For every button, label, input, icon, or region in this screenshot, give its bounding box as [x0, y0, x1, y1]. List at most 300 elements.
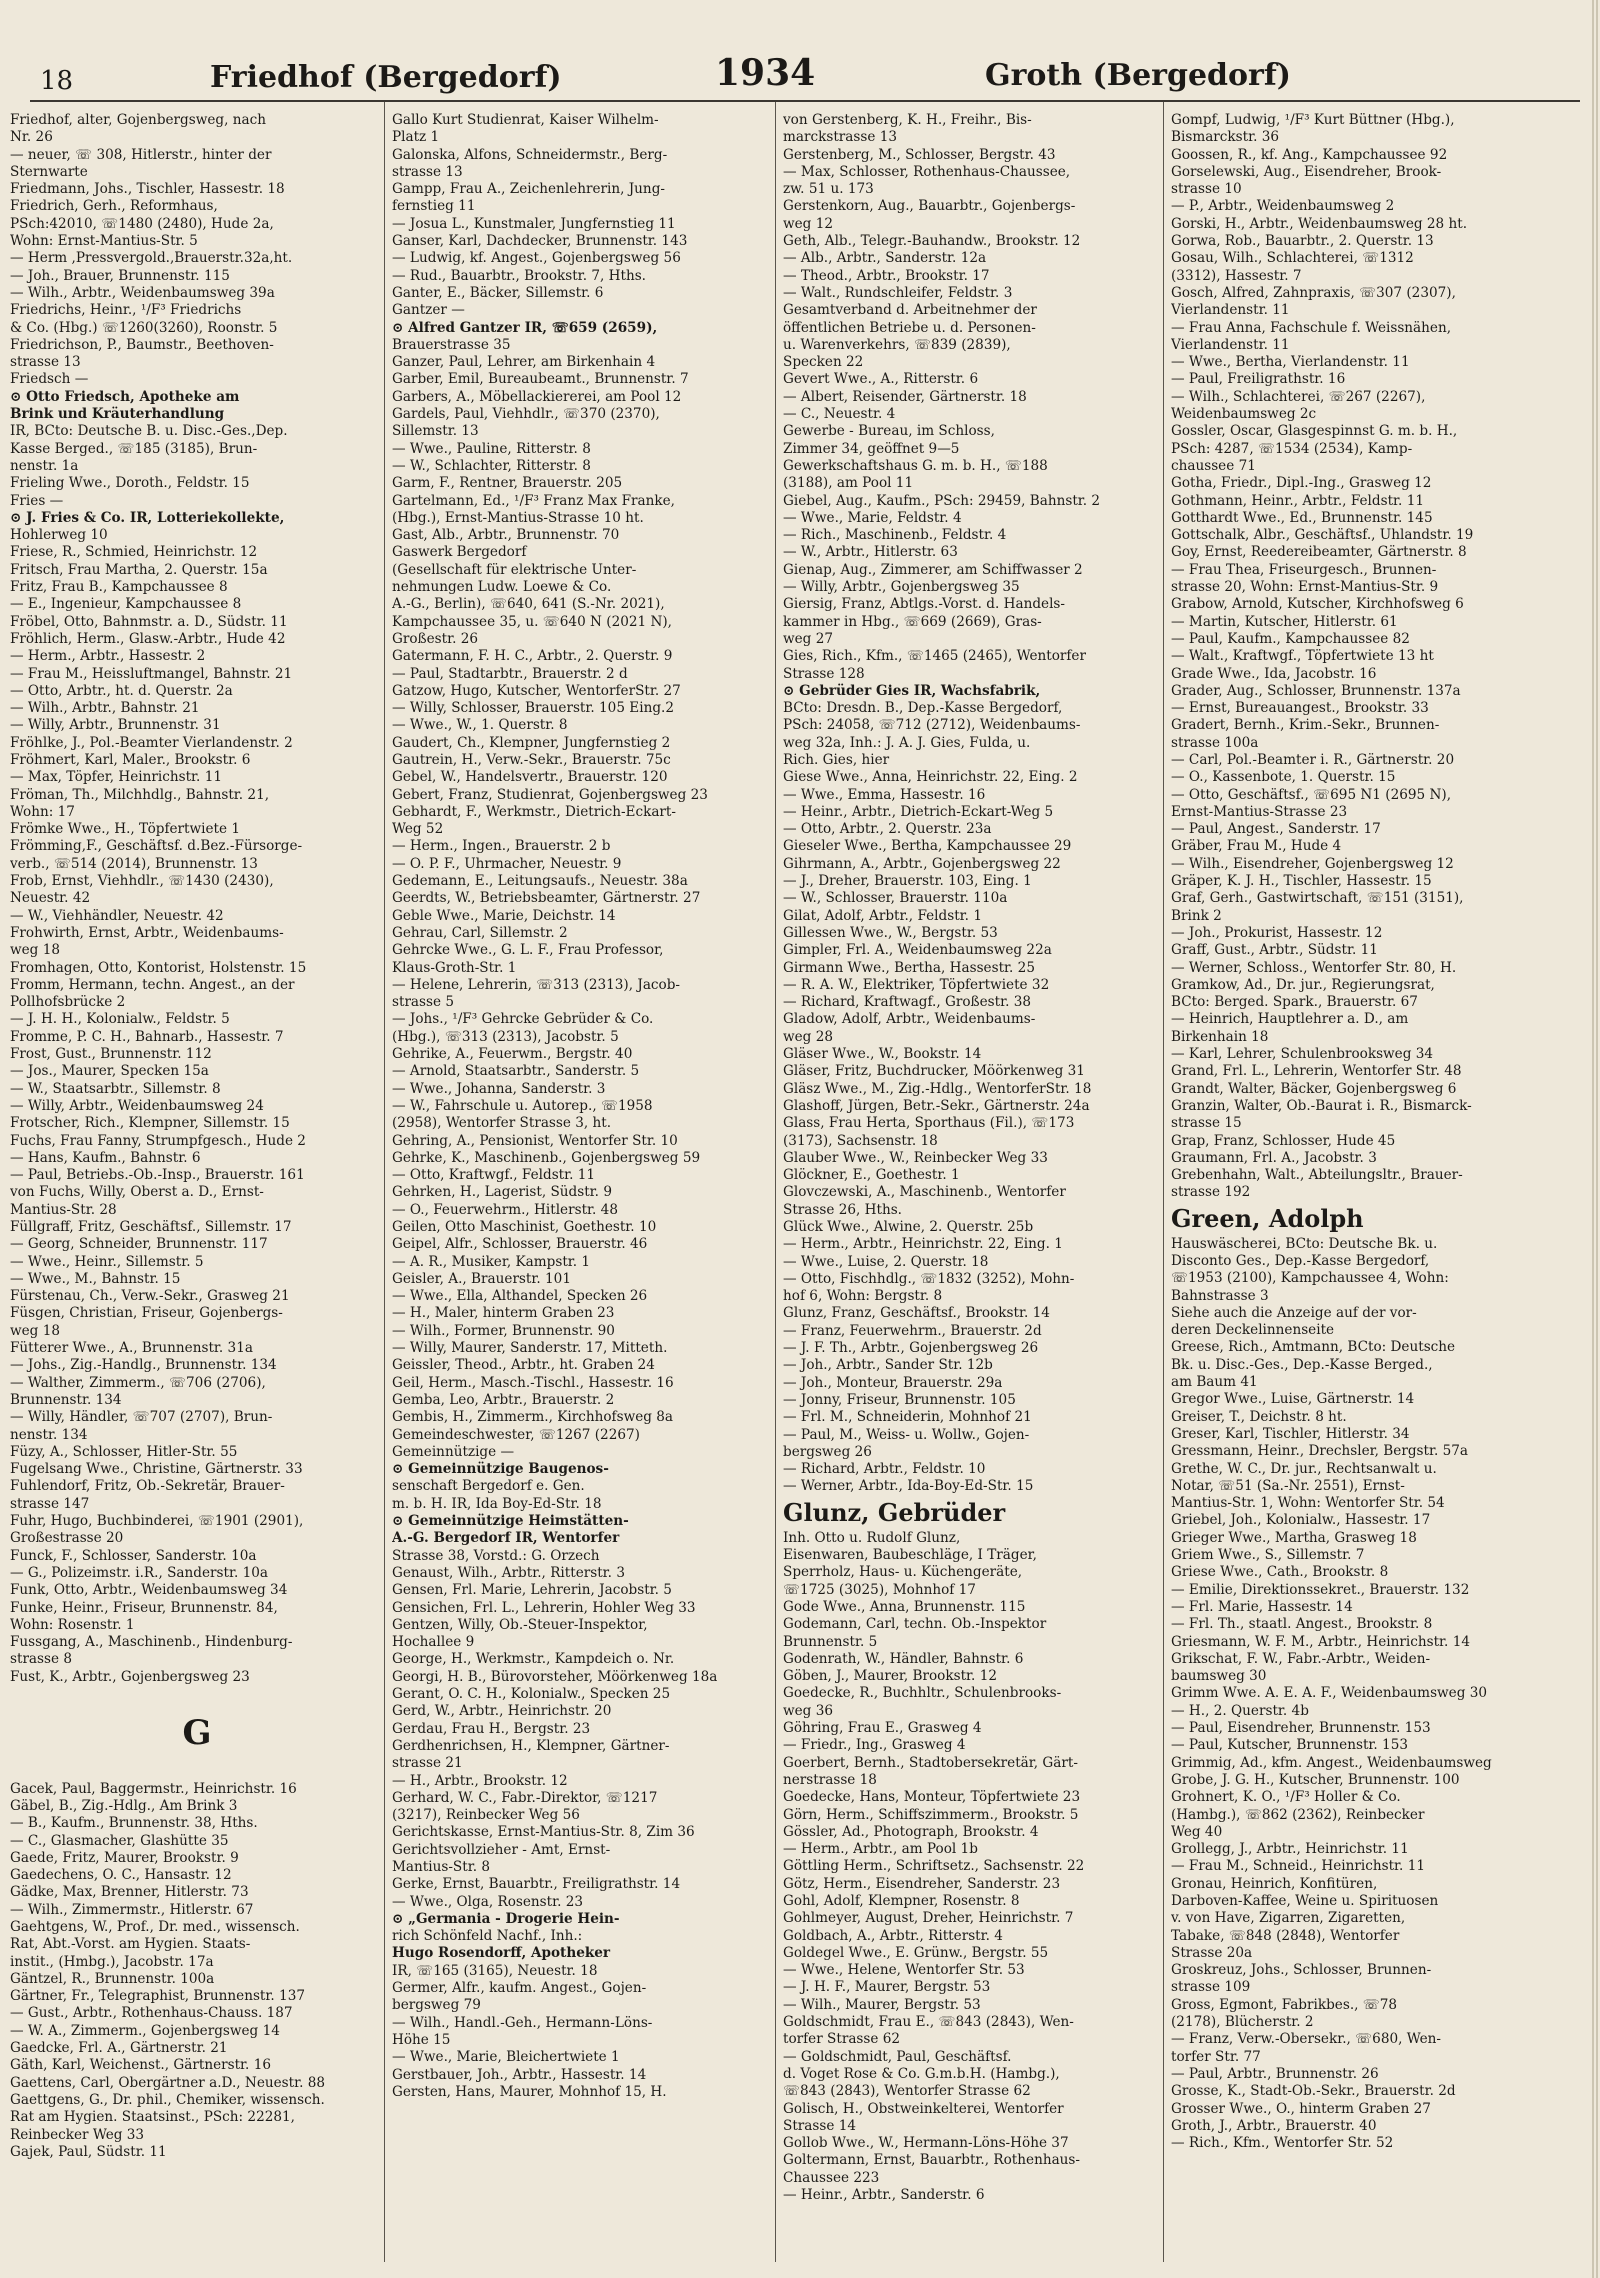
- directory-entry-line: Vierlandenstr. 11: [1171, 336, 1290, 353]
- directory-entry-line: — Rud., Bauarbtr., Brookstr. 7, Hths.: [392, 267, 646, 284]
- directory-entry-line: Gaedcke, Frl. A., Gärtnerstr. 21: [10, 2040, 228, 2057]
- directory-entry-line: — Jos., Maurer, Specken 15a: [10, 1063, 209, 1080]
- directory-entry-line: — Willy, Schlosser, Brauerstr. 105 Eing.2: [392, 700, 675, 717]
- directory-entry-line: (Hbg.), ☏313 (2313), Jacobstr. 5: [392, 1028, 619, 1045]
- directory-entry-line: — Heinr., Arbtr., Dietrich-Eckart-Weg 5: [783, 803, 1054, 820]
- directory-entry-line: — O., Feuerwehrm., Hitlerstr. 48: [392, 1201, 618, 1218]
- directory-entry-line: — Werner, Arbtr., Ida-Boy-Ed-Str. 15: [783, 1478, 1034, 1495]
- directory-entry-line: Greiser, T., Deichstr. 8 ht.: [1171, 1408, 1347, 1425]
- directory-entry-line: Fütterer Wwe., A., Brunnenstr. 31a: [10, 1340, 253, 1357]
- directory-entry-line: Grobe, J. G. H., Kutscher, Brunnenstr. 100: [1171, 1771, 1460, 1788]
- directory-entry-line: Gensichen, Frl. L., Lehrerin, Hohler Weg 33: [392, 1599, 696, 1616]
- directory-entry-line: Gradert, Bernh., Krim.-Sekr., Brunnen-: [1171, 717, 1440, 734]
- directory-entry-line: Grosser Wwe., O., hinterm Graben 27: [1171, 2100, 1431, 2117]
- directory-entry-line: Höhe 15: [392, 2031, 451, 2048]
- directory-entry-line: — Goldschmidt, Paul, Geschäftsf.: [783, 2048, 1012, 2065]
- directory-entry-line: Darboven-Kaffee, Weine u. Spirituosen: [1171, 1892, 1439, 1909]
- directory-entry-line: Glück Wwe., Alwine, 2. Querstr. 25b: [783, 1219, 1034, 1235]
- directory-entry-line: ⊙ „Germania - Drogerie Hein-: [392, 1910, 620, 1927]
- directory-entry-line: Geilen, Otto Maschinist, Goethestr. 10: [392, 1219, 657, 1235]
- directory-entry-line: Glunz, Franz, Geschäftsf., Brookstr. 14: [783, 1305, 1050, 1322]
- directory-entry-line: strasse 109: [1171, 1979, 1251, 1996]
- directory-entry-line: Gehring, A., Pensionist, Wentorfer Str. 10: [392, 1132, 678, 1149]
- directory-entry-line: Griese Wwe., Cath., Brookstr. 8: [1171, 1564, 1389, 1581]
- directory-entry-line: (3312), Hassestr. 7: [1171, 267, 1302, 284]
- directory-entry-line: — Franz, Verw.-Obersekr., ☏680, Wen-: [1171, 2031, 1442, 2048]
- directory-entry-line: & Co. (Hbg.) ☏1260(3260), Roonstr. 5: [10, 319, 278, 336]
- directory-entry-line: Friedrich, Gerh., Reformhaus,: [10, 198, 218, 215]
- directory-entry-line: Gautrein, H., Verw.-Sekr., Brauerstr. 75c: [392, 751, 671, 768]
- directory-entry-line: Gallo Kurt Studienrat, Kaiser Wilhelm-: [392, 112, 659, 128]
- directory-entry-line: Giersig, Franz, Abtlgs.-Vorst. d. Handels-: [783, 596, 1065, 613]
- directory-entry-line: Garm, F., Rentner, Brauerstr. 205: [392, 475, 623, 492]
- directory-entry-line: Geipel, Alfr., Schlosser, Brauerstr. 46: [392, 1236, 648, 1253]
- directory-entry-line: — Franz, Feuerwehrm., Brauerstr. 2d: [783, 1322, 1042, 1339]
- directory-entry-line: Gode Wwe., Anna, Brunnenstr. 115: [783, 1598, 1026, 1615]
- directory-entry-line: Grade Wwe., Ida, Jacobstr. 16: [1171, 665, 1377, 682]
- directory-entry-line: — Willy, Arbtr., Gojenbergsweg 35: [783, 579, 1020, 596]
- directory-entry-line: nerstrasse 18: [783, 1771, 877, 1788]
- directory-entry-line: [10, 1686, 384, 1703]
- directory-entry-line: Gaudert, Ch., Klempner, Jungfernstieg 2: [392, 734, 671, 751]
- directory-entry-line: Hohlerweg 10: [10, 527, 108, 544]
- directory-entry-line: Glass, Frau Herta, Sporthaus (Fil.), ☏173: [783, 1115, 1075, 1132]
- directory-entry-line: Göttling Herm., Schriftsetz., Sachsenstr. 22: [783, 1858, 1085, 1875]
- directory-entry-line: Gladow, Adolf, Arbtr., Weidenbaums-: [783, 1011, 1036, 1028]
- directory-entry-line: IR, ☏165 (3165), Neuestr. 18: [392, 1962, 598, 1979]
- directory-entry-line: strasse 10: [1171, 181, 1242, 198]
- directory-entry-line: — Wwe., M., Bahnstr. 15: [10, 1270, 181, 1287]
- directory-entry-line: — Willy, Maurer, Sanderstr. 17, Mitteth.: [392, 1340, 668, 1357]
- directory-entry-line: (3217), Reinbecker Weg 56: [392, 1807, 580, 1824]
- directory-entry-line: — neuer, ☏ 308, Hitlerstr., hinter der: [10, 146, 272, 163]
- directory-entry-line: — Martin, Kutscher, Hitlerstr. 61: [1171, 613, 1398, 630]
- directory-entry-line: Gerdau, Frau H., Bergstr. 23: [392, 1720, 591, 1737]
- directory-entry-line: Gaede, Fritz, Maurer, Brookstr. 9: [10, 1849, 239, 1866]
- year-heading: 1934: [715, 52, 816, 94]
- directory-entry-line: — Wwe., Luise, 2. Querstr. 18: [783, 1253, 989, 1270]
- directory-entry-line: Frob, Ernst, Viehhdlr., ☏1430 (2430),: [10, 873, 274, 890]
- directory-entry-line: Funck, F., Schlosser, Sanderstr. 10a: [10, 1547, 257, 1564]
- directory-entry-line: Bismarckstr. 36: [1171, 129, 1280, 146]
- directory-entry-line: Großestr. 26: [392, 630, 479, 647]
- directory-entry-line: Gemeindeschwester, ☏1267 (2267): [392, 1426, 640, 1443]
- directory-entry-line: baumsweg 30: [1171, 1668, 1267, 1685]
- directory-entry-line: (3188), am Pool 11: [783, 475, 914, 492]
- directory-entry-line: Geissler, Theod., Arbtr., ht. Graben 24: [392, 1357, 655, 1374]
- directory-entry-line: Gevert Wwe., A., Ritterstr. 6: [783, 371, 979, 388]
- directory-entry-line: — Willy, Arbtr., Weidenbaumsweg 24: [10, 1097, 264, 1114]
- directory-entry-line: — O. P. F., Uhrmacher, Neuestr. 9: [392, 855, 622, 872]
- directory-entry-line: — W., Schlachter, Ritterstr. 8: [392, 457, 591, 474]
- directory-entry-line: Gebert, Franz, Studienrat, Gojenbergsweg 23: [392, 786, 708, 803]
- directory-entry-line: — J. H. F., Maurer, Bergstr. 53: [783, 1979, 991, 1996]
- directory-entry-line: — Walt., Kraftwgf., Töpfertwiete 13 ht: [1171, 648, 1434, 665]
- directory-entry-line: (Hambg.), ☏862 (2362), Reinbecker: [1171, 1806, 1425, 1823]
- directory-entry-line: bergsweg 26: [783, 1443, 872, 1460]
- directory-entry-line: — Ernst, Bureauangest., Brookstr. 33: [1171, 700, 1429, 717]
- directory-entry-line: Gerstbauer, Joh., Arbtr., Hassestr. 14: [392, 2066, 647, 2083]
- directory-entry-line: nenstr. 1a: [10, 457, 79, 474]
- directory-entry-line: torfer Str. 77: [1171, 2048, 1261, 2065]
- directory-entry-line: ⊙ Gemeinnützige Baugenos-: [392, 1461, 609, 1478]
- directory-entry-line: Gembis, H., Zimmerm., Kirchhofsweg 8a: [392, 1409, 674, 1426]
- directory-entry-line: weg 36: [783, 1702, 834, 1719]
- directory-entry-line: — Wwe., Johanna, Sanderstr. 3: [392, 1080, 606, 1097]
- directory-entry-line: — P., Arbtr., Weidenbaumsweg 2: [1171, 198, 1395, 215]
- directory-entry-line: — Otto, Geschäftsf., ☏695 N1 (2695 N),: [1171, 786, 1452, 803]
- directory-entry-line: Fürstenau, Ch., Verw.-Sekr., Grasweg 21: [10, 1288, 290, 1305]
- directory-entry-line: Zimmer 34, geöffnet 9—5: [783, 440, 960, 457]
- directory-entry-line: Fröman, Th., Milchhdlg., Bahnstr. 21,: [10, 786, 270, 803]
- directory-entry-line: Gläser Wwe., W., Bookstr. 14: [783, 1046, 982, 1063]
- directory-entry-line: Chaussee 223: [783, 2169, 880, 2186]
- directory-entry-line: Gaehtgens, W., Prof., Dr. med., wissensch.: [10, 1918, 300, 1935]
- directory-entry-line: Grader, Aug., Schlosser, Brunnenstr. 137a: [1171, 682, 1461, 699]
- directory-entry-line: — Joh., Prokurist, Hassestr. 12: [1171, 924, 1383, 941]
- directory-entry-line: Griebel, Joh., Kolonialw., Hassestr. 17: [1171, 1512, 1431, 1529]
- directory-entry-line: Gienap, Aug., Zimmerer, am Schiffwasser 2: [783, 561, 1083, 578]
- directory-entry-line: Gosch, Alfred, Zahnpraxis, ☏307 (2307),: [1171, 284, 1456, 301]
- directory-entry-line: Godemann, Carl, techn. Ob.-Inspektor: [783, 1616, 1047, 1633]
- directory-entry-line: Gohl, Adolf, Klempner, Rosenstr. 8: [783, 1892, 1020, 1909]
- directory-entry-line: Glauber Wwe., W., Reinbecker Weg 33: [783, 1149, 1048, 1166]
- directory-entry-line: — Wwe., Ella, Althandel, Specken 26: [392, 1288, 648, 1305]
- directory-entry-line: — Albert, Reisender, Gärtnerstr. 18: [783, 388, 1027, 405]
- directory-entry-line: Gemeinnützige —: [392, 1443, 515, 1460]
- directory-entry-line: Nr. 26: [10, 129, 53, 146]
- directory-entry-line: Füsgen, Christian, Friseur, Gojenbergs-: [10, 1305, 283, 1322]
- directory-entry-line: — Wwe., Bertha, Vierlandenstr. 11: [1171, 354, 1410, 371]
- directory-entry-line: — Hans, Kaufm., Bahnstr. 6: [10, 1149, 201, 1166]
- directory-column-1: [10, 112, 384, 2161]
- directory-entry-line: — Heinr., Arbtr., Sanderstr. 6: [783, 2187, 985, 2204]
- directory-entry-line: — Wwe., Pauline, Ritterstr. 8: [392, 440, 591, 457]
- directory-entry-line: hof 6, Wohn: Bergstr. 8: [783, 1288, 943, 1305]
- directory-entry-line: Gerke, Ernst, Bauarbtr., Freiligrathstr. 14: [392, 1876, 681, 1893]
- directory-entry-line: — Wilh., Handl.-Geh., Hermann-Löns-: [392, 2014, 653, 2031]
- directory-entry-line: von Fuchs, Willy, Oberst a. D., Ernst-: [10, 1184, 264, 1201]
- directory-entry-line: PSch: 4287, ☏1534 (2534), Kamp-: [1171, 440, 1413, 457]
- directory-entry-line: — Heinrich, Hauptlehrer a. D., am: [1171, 1011, 1409, 1028]
- directory-entry-line: Gehrcke Wwe., G. L. F., Frau Professor,: [392, 942, 664, 959]
- directory-entry-line: IR, BCto: Deutsche B. u. Disc.-Ges.,Dep.: [10, 423, 288, 440]
- directory-entry-line: — Frau M., Schneid., Heinrichstr. 11: [1171, 1858, 1425, 1875]
- page-number: 18: [40, 66, 74, 96]
- directory-entry-line: — Richard, Arbtr., Feldstr. 10: [783, 1461, 986, 1478]
- directory-entry-line: Fuhr, Hugo, Buchbinderei, ☏1901 (2901),: [10, 1513, 304, 1530]
- directory-entry-line: Gosau, Wilh., Schlachterei, ☏1312: [1171, 250, 1414, 267]
- directory-entry-line: von Gerstenberg, K. H., Freihr., Bis-: [783, 112, 1032, 128]
- directory-entry-line: ⊙ Gebrüder Gies IR, Wachsfabrik,: [783, 682, 1041, 699]
- directory-entry-line: ⊙ Otto Friedsch, Apotheke am: [10, 388, 240, 405]
- directory-entry-line: Neuestr. 42: [10, 890, 91, 907]
- directory-entry-line: Greser, Karl, Tischler, Hitlerstr. 34: [1171, 1425, 1410, 1442]
- directory-column-4: [1171, 112, 1545, 2152]
- directory-entry-line: Gerstenberg, M., Schlosser, Bergstr. 43: [783, 146, 1056, 163]
- directory-entry-line: — Otto, Fischhdlg., ☏1832 (3252), Mohn-: [783, 1270, 1075, 1287]
- directory-entry-line: Wohn: 17: [10, 803, 75, 820]
- directory-entry-line: strasse 15: [1171, 1115, 1242, 1132]
- directory-entry-line: Gardels, Paul, Viehhdlr., ☏370 (2370),: [392, 406, 660, 423]
- directory-entry-line: Garber, Emil, Bureaubeamt., Brunnenstr. 7: [392, 371, 689, 388]
- directory-entry-line: (2178), Blücherstr. 2: [1171, 2014, 1314, 2031]
- directory-entry-line: Goy, Ernst, Reedereibeamter, Gärtnerstr. 8: [1171, 544, 1467, 561]
- directory-entry-line: — Wilh., Arbtr., Weidenbaumsweg 39a: [10, 284, 275, 301]
- directory-entry-line: Fröhlich, Herm., Glasw.-Arbtr., Hude 42: [10, 630, 286, 647]
- directory-entry-line: d. Voget Rose & Co. G.m.b.H. (Hambg.),: [783, 2065, 1060, 2082]
- directory-entry-line: Gartelmann, Ed., ¹/F³ Franz Max Franke,: [392, 492, 675, 509]
- directory-entry-line: Geth, Alb., Telegr.-Bauhandw., Brookstr. 12: [783, 233, 1081, 250]
- directory-entry-line: Groth, J., Arbtr., Brauerstr. 40: [1171, 2117, 1377, 2134]
- directory-entry-line: — Paul, Eisendreher, Brunnenstr. 153: [1171, 1720, 1431, 1737]
- directory-entry-line: Glovczewski, A., Maschinenb., Wentorfer: [783, 1184, 1066, 1201]
- directory-entry-line: Gramkow, Ad., Dr. jur., Regierungsrat,: [1171, 976, 1435, 993]
- directory-entry-line: — Walt., Rundschleifer, Feldstr. 3: [783, 284, 1013, 301]
- directory-entry-line: Gäntzel, R., Brunnenstr. 100a: [10, 1970, 215, 1987]
- directory-entry-line: weg 18: [10, 942, 61, 959]
- directory-entry-line: Mantius-Str. 28: [10, 1201, 117, 1218]
- directory-entry-line: Gläser, Fritz, Buchdrucker, Möörkenweg 31: [783, 1063, 1085, 1080]
- directory-entry-line: Göben, J., Maurer, Brookstr. 12: [783, 1668, 997, 1685]
- directory-entry-line: Gewerkschaftshaus G. m. b. H., ☏188: [783, 457, 1048, 474]
- directory-entry-line: Graumann, Frl. A., Jacobstr. 3: [1171, 1149, 1377, 1166]
- directory-entry-line: Fritsch, Frau Martha, 2. Querstr. 15a: [10, 561, 268, 578]
- directory-entry-line: m. b. H. IR, Ida Boy-Ed-Str. 18: [392, 1495, 602, 1512]
- directory-entry-line: Füllgraff, Fritz, Geschäftsf., Sillemstr. 17: [10, 1219, 292, 1235]
- section-letter: G: [182, 1713, 212, 1754]
- directory-entry-line: — Johs., Zig.-Handlg., Brunnenstr. 134: [10, 1357, 277, 1374]
- directory-entry-line: weg 27: [783, 630, 834, 647]
- directory-entry-line: Fröbel, Otto, Bahnmstr. a. D., Südstr. 11: [10, 613, 288, 630]
- directory-entry-line: Disconto Ges., Dep.-Kasse Bergedorf,: [1171, 1253, 1430, 1269]
- directory-entry-line: — Richard, Kraftwagf., Großestr. 38: [783, 994, 1032, 1011]
- directory-entry-line: — Werner, Schloss., Wentorfer Str. 80, H.: [1171, 959, 1457, 976]
- directory-entry-line: Großestrasse 20: [10, 1530, 124, 1547]
- directory-entry-line: instit., (Hmbg.), Jacobstr. 17a: [10, 1953, 214, 1970]
- directory-entry-line: Platz 1: [392, 129, 440, 146]
- directory-entry-line: torfer Strasse 62: [783, 2031, 901, 2048]
- directory-entry-line: Friedhof, alter, Gojenbergsweg, nach: [10, 112, 266, 128]
- directory-entry-line: — Rich., Maschinenb., Feldstr. 4: [783, 527, 1007, 544]
- directory-entry-line: — W., Viehhändler, Neuestr. 42: [10, 907, 224, 924]
- directory-entry-line: Klaus-Groth-Str. 1: [392, 959, 517, 976]
- directory-entry-line: Grosse, K., Stadt-Ob.-Sekr., Brauerstr. 2d: [1171, 2083, 1456, 2100]
- header-rule: [30, 100, 1580, 102]
- directory-entry-line: Greese, Rich., Amtmann, BCto: Deutsche: [1171, 1339, 1456, 1356]
- directory-column-3: [783, 112, 1157, 2204]
- directory-entry-line: Giebel, Aug., Kaufm., PSch: 29459, Bahnstr. 2: [783, 492, 1101, 509]
- directory-entry-line: Gehrike, A., Feuerwm., Bergstr. 40: [392, 1046, 633, 1063]
- directory-entry-line: Brauerstrasse 35: [392, 336, 511, 353]
- directory-entry-line: Specken 22: [783, 354, 864, 371]
- directory-entry-line: Gottschalk, Albr., Geschäftsf., Uhlandstr. 19: [1171, 527, 1474, 544]
- directory-entry-line: Glöckner, E., Goethestr. 1: [783, 1167, 960, 1184]
- directory-entry-line: Gäbel, B., Zig.-Hdlg., Am Brink 3: [10, 1797, 238, 1814]
- directory-entry-line: Fromhagen, Otto, Kontorist, Holstenstr. 15: [10, 959, 307, 976]
- directory-entry-line: — C., Neuestr. 4: [783, 406, 896, 423]
- directory-entry-line: Frieling Wwe., Doroth., Feldstr. 15: [10, 475, 250, 492]
- directory-entry-line: Friedsch —: [10, 371, 89, 388]
- directory-entry-line: strasse 20, Wohn: Ernst-Mantius-Str. 9: [1171, 579, 1439, 596]
- directory-entry-line: Hugo Rosendorff, Apotheker: [392, 1945, 611, 1962]
- directory-entry-line: (Gesellschaft für elektrische Unter-: [392, 561, 637, 578]
- directory-entry-line: — W., Fahrschule u. Autorep., ☏1958: [392, 1097, 653, 1114]
- directory-entry-line: Eisenwaren, Baubeschläge, I Träger,: [783, 1547, 1037, 1564]
- directory-entry-line: Brunnenstr. 134: [10, 1391, 122, 1408]
- directory-entry-line: Strasse 128: [783, 665, 865, 682]
- directory-entry-line: Grikschat, F. W., Fabr.-Arbtr., Weiden-: [1171, 1650, 1431, 1667]
- directory-entry-line: Brink 2: [1171, 907, 1222, 924]
- directory-entry-line: Gillessen Wwe., W., Bergstr. 53: [783, 924, 998, 941]
- left-running-head: Friedhof (Bergedorf): [210, 60, 562, 95]
- directory-entry-line: Fuhlendorf, Fritz, Ob.-Sekretär, Brauer-: [10, 1478, 285, 1495]
- directory-entry-line: — Wilh., Arbtr., Bahnstr. 21: [10, 700, 200, 717]
- directory-entry-line: Fröhmert, Karl, Maler., Brookstr. 6: [10, 751, 251, 768]
- directory-entry-line: Gehrke, K., Maschinenb., Gojenbergsweg 59: [392, 1149, 701, 1166]
- directory-entry-line: — Paul, Betriebs.-Ob.-Insp., Brauerstr. 161: [10, 1167, 305, 1184]
- directory-entry-line: Gajek, Paul, Südstr. 11: [10, 2143, 167, 2160]
- directory-entry-line: Gäth, Karl, Weichenst., Gärtnerstr. 16: [10, 2057, 272, 2074]
- directory-entry-line: Gorwa, Rob., Bauarbtr., 2. Querstr. 13: [1171, 233, 1434, 250]
- directory-entry-line: Funk, Otto, Arbtr., Weidenbaumsweg 34: [10, 1582, 288, 1599]
- directory-entry-line: Rat, Abt.-Vorst. am Hygien. Staats-: [10, 1936, 251, 1953]
- directory-entry-line: Grimm Wwe. A. E. A. F., Weidenbaumsweg 30: [1171, 1685, 1488, 1702]
- directory-entry-line: nenstr. 134: [10, 1426, 88, 1443]
- directory-entry-line: — Wwe., Marie, Bleichertwiete 1: [392, 2049, 620, 2066]
- directory-entry-line: Mantius-Str. 8: [392, 1858, 490, 1875]
- directory-entry-line: Germer, Alfr., kaufm. Angest., Gojen-: [392, 1980, 647, 1997]
- directory-entry-line: Gothmann, Heinr., Arbtr., Feldstr. 11: [1171, 492, 1424, 509]
- directory-entry-line: Frömming,F., Geschäftsf. d.Bez.-Fürsorge-: [10, 838, 303, 855]
- directory-entry-line: — Max, Töpfer, Heinrichstr. 11: [10, 769, 222, 786]
- directory-entry-line: Gaedechens, O. C., Hansastr. 12: [10, 1867, 232, 1884]
- directory-entry-line: Friedrichs, Heinr., ¹/F³ Friedrichs: [10, 302, 242, 319]
- directory-entry-line: Fussgang, A., Maschinenb., Hindenburg-: [10, 1634, 293, 1651]
- directory-entry-line: — Max, Schlosser, Rothenhaus-Chaussee,: [783, 163, 1071, 180]
- directory-entry-line: Gotthardt Wwe., Ed., Brunnenstr. 145: [1171, 509, 1433, 526]
- directory-entry-line: — H., Arbtr., Brookstr. 12: [392, 1772, 568, 1789]
- directory-entry-line: Reinbecker Weg 33: [10, 2126, 145, 2143]
- directory-entry-line: Gedemann, E., Leitungsaufs., Neuestr. 38a: [392, 873, 688, 890]
- directory-entry-line: Bk. u. Disc.-Ges., Dep.-Kasse Berged.,: [1171, 1356, 1433, 1373]
- directory-entry-line: Glashoff, Jürgen, Betr.-Sekr., Gärtnerstr. 24a: [783, 1097, 1090, 1114]
- directory-entry-line: strasse 13: [392, 163, 463, 180]
- directory-entry-line: Notar, ☏51 (Sa.-Nr. 2551), Ernst-: [1171, 1477, 1405, 1494]
- directory-entry-line: chaussee 71: [1171, 457, 1256, 474]
- directory-entry-line: Gärtner, Fr., Telegraphist, Brunnenstr. 137: [10, 1988, 305, 2005]
- directory-entry-line: Strasse 38, Vorstd.: G. Orzech: [392, 1547, 600, 1564]
- directory-entry-line: u. Warenverkehrs, ☏839 (2839),: [783, 336, 1011, 353]
- directory-entry-line: Hochallee 9: [392, 1634, 475, 1651]
- directory-entry-line: Geisler, A., Brauerstr. 101: [392, 1270, 571, 1287]
- directory-entry-line: — Joh., Monteur, Brauerstr. 29a: [783, 1374, 1003, 1391]
- directory-entry-line: — Helene, Lehrerin, ☏313 (2313), Jacob-: [392, 976, 681, 993]
- directory-entry-line: Garbers, A., Möbellackiererei, am Pool 12: [392, 388, 682, 405]
- directory-entry-line: Fugelsang Wwe., Christine, Gärtnerstr. 33: [10, 1461, 303, 1478]
- right-running-head: Groth (Bergedorf): [985, 58, 1291, 93]
- directory-entry-line: weg 12: [783, 215, 834, 232]
- directory-entry-line: Gräper, K. J. H., Tischler, Hassestr. 15: [1171, 873, 1432, 890]
- directory-entry-line: Gehrau, Carl, Sillemstr. 2: [392, 924, 568, 941]
- directory-entry-line: Gregor Wwe., Luise, Gärtnerstr. 14: [1171, 1391, 1415, 1408]
- directory-entry-line: Gies, Rich., Kfm., ☏1465 (2465), Wentorfer: [783, 648, 1086, 665]
- directory-entry-line: Tabake, ☏848 (2848), Wentorfer: [1171, 1927, 1400, 1944]
- directory-entry-line: — H., Maler, hinterm Graben 23: [392, 1305, 615, 1322]
- directory-entry-line: Gihrmann, A., Arbtr., Gojenbergsweg 22: [783, 855, 1061, 872]
- directory-entry-line: Gräber, Frau M., Hude 4: [1171, 838, 1342, 855]
- directory-entry-line: Goerbert, Bernh., Stadtobersekretär, Gärt-: [783, 1754, 1078, 1771]
- directory-entry-line: Grandt, Walter, Bäcker, Gojenbergsweg 6: [1171, 1080, 1457, 1097]
- directory-entry-line: Gebel, W., Handelsvertr., Brauerstr. 120: [392, 769, 668, 786]
- directory-entry-line: — Alb., Arbtr., Sanderstr. 12a: [783, 250, 987, 267]
- directory-entry-line: Strasse 26, Hths.: [783, 1201, 903, 1218]
- directory-entry-line: Grap, Franz, Schlosser, Hude 45: [1171, 1132, 1396, 1149]
- directory-entry-line: Golisch, H., Obstweinkelterei, Wentorfer: [783, 2100, 1064, 2117]
- directory-entry-line: — Otto, Arbtr., 2. Querstr. 23a: [783, 821, 992, 838]
- directory-entry-line: — Wwe., Helene, Wentorfer Str. 53: [783, 1962, 1025, 1979]
- directory-entry-line: Gohlmeyer, August, Dreher, Heinrichstr. 7: [783, 1910, 1074, 1927]
- directory-entry-line: Grebenhahn, Walt., Abteilungsltr., Brauer-: [1171, 1167, 1463, 1184]
- directory-entry-line: Geil, Herm., Masch.-Tischl., Hassestr. 16: [392, 1374, 674, 1391]
- directory-entry-line: Sperrholz, Haus- u. Küchengeräte,: [783, 1564, 1023, 1581]
- directory-entry-line: Gaettgens, G., Dr. phil., Chemiker, wissensch.: [10, 2091, 325, 2108]
- directory-entry-line: Siehe auch die Anzeige auf der vor-: [1171, 1304, 1417, 1321]
- directory-entry-line: — Theod., Arbtr., Brookstr. 17: [783, 267, 990, 284]
- directory-entry-line: Bahnstrasse 3: [1171, 1287, 1269, 1304]
- directory-entry-line: Frohwirth, Ernst, Arbtr., Weidenbaums-: [10, 924, 284, 941]
- directory-entry-line: Fritz, Frau B., Kampchaussee 8: [10, 579, 228, 596]
- directory-entry-line: — Friedr., Ing., Grasweg 4: [783, 1737, 966, 1754]
- directory-entry-line: — Walther, Zimmerm., ☏706 (2706),: [10, 1374, 266, 1391]
- directory-entry-line: Inh. Otto u. Rudolf Glunz,: [783, 1529, 961, 1546]
- directory-entry-line: — Wwe., Emma, Hassestr. 16: [783, 786, 986, 803]
- directory-entry-line: Groskreuz, Johs., Schlosser, Brunnen-: [1171, 1962, 1432, 1979]
- directory-entry-line: — R. A. W., Elektriker, Töpfertwiete 32: [783, 976, 1050, 993]
- directory-entry-line: BCto: Berged. Spark., Brauerstr. 67: [1171, 994, 1418, 1011]
- directory-entry-line: Kampchaussee 35, u. ☏640 N (2021 N),: [392, 613, 672, 630]
- directory-entry-line: Frost, Gust., Brunnenstr. 112: [10, 1046, 212, 1063]
- directory-entry-line: ⊙ Gemeinnützige Heimstätten-: [392, 1513, 629, 1530]
- directory-entry-line: Goldegel Wwe., E. Grünw., Bergstr. 55: [783, 1944, 1049, 1961]
- directory-entry-line: Fuchs, Frau Fanny, Strumpfgesch., Hude 2: [10, 1132, 306, 1149]
- directory-entry-line: Gensen, Frl. Marie, Lehrerin, Jacobstr. 5: [392, 1582, 672, 1599]
- directory-entry-line: strasse 21: [392, 1755, 463, 1772]
- directory-entry-line: — Frau Anna, Fachschule f. Weissnähen,: [1171, 319, 1452, 336]
- directory-entry-line: Gantzer —: [392, 302, 465, 319]
- directory-entry-line: — Georg, Schneider, Brunnenstr. 117: [10, 1236, 268, 1253]
- directory-entry-line: — Otto, Arbtr., ht. d. Querstr. 2a: [10, 682, 233, 699]
- directory-entry-line: Gieseler Wwe., Bertha, Kampchaussee 29: [783, 838, 1072, 855]
- column-divider: [384, 102, 385, 2262]
- directory-entry-line: zw. 51 u. 173: [783, 181, 874, 198]
- directory-entry-line: Vierlandenstr. 11: [1171, 302, 1290, 319]
- directory-entry-line: Graf, Gerh., Gastwirtschaft, ☏151 (3151),: [1171, 890, 1464, 907]
- directory-entry-line: Giese Wwe., Anna, Heinrichstr. 22, Eing. 2: [783, 769, 1078, 786]
- directory-entry-line: — O., Kassenbote, 1. Querstr. 15: [1171, 769, 1396, 786]
- directory-entry-line: Gerichtsvollzieher - Amt, Ernst-: [392, 1841, 611, 1858]
- directory-entry-line: Georgi, H. B., Bürovorsteher, Möörkenweg 18a: [392, 1668, 718, 1685]
- directory-entry-line: Birkenhain 18: [1171, 1028, 1269, 1045]
- directory-entry-line: Gehrken, H., Lagerist, Südstr. 9: [392, 1184, 612, 1201]
- directory-entry-line: — J., Dreher, Brauerstr. 103, Eing. 1: [783, 873, 1032, 890]
- directory-entry-line: Brunnenstr. 5: [783, 1633, 878, 1650]
- directory-entry-line: — Paul, Kaufm., Kampchaussee 82: [1171, 630, 1410, 647]
- directory-entry-line: — Herm., Arbtr., am Pool 1b: [783, 1841, 978, 1858]
- directory-entry-line: Gerichtskasse, Ernst-Mantius-Str. 8, Zim 36: [392, 1824, 695, 1841]
- directory-entry-line: weg 28: [783, 1028, 834, 1045]
- directory-entry-line: Füzy, A., Schlosser, Hitler-Str. 55: [10, 1443, 238, 1460]
